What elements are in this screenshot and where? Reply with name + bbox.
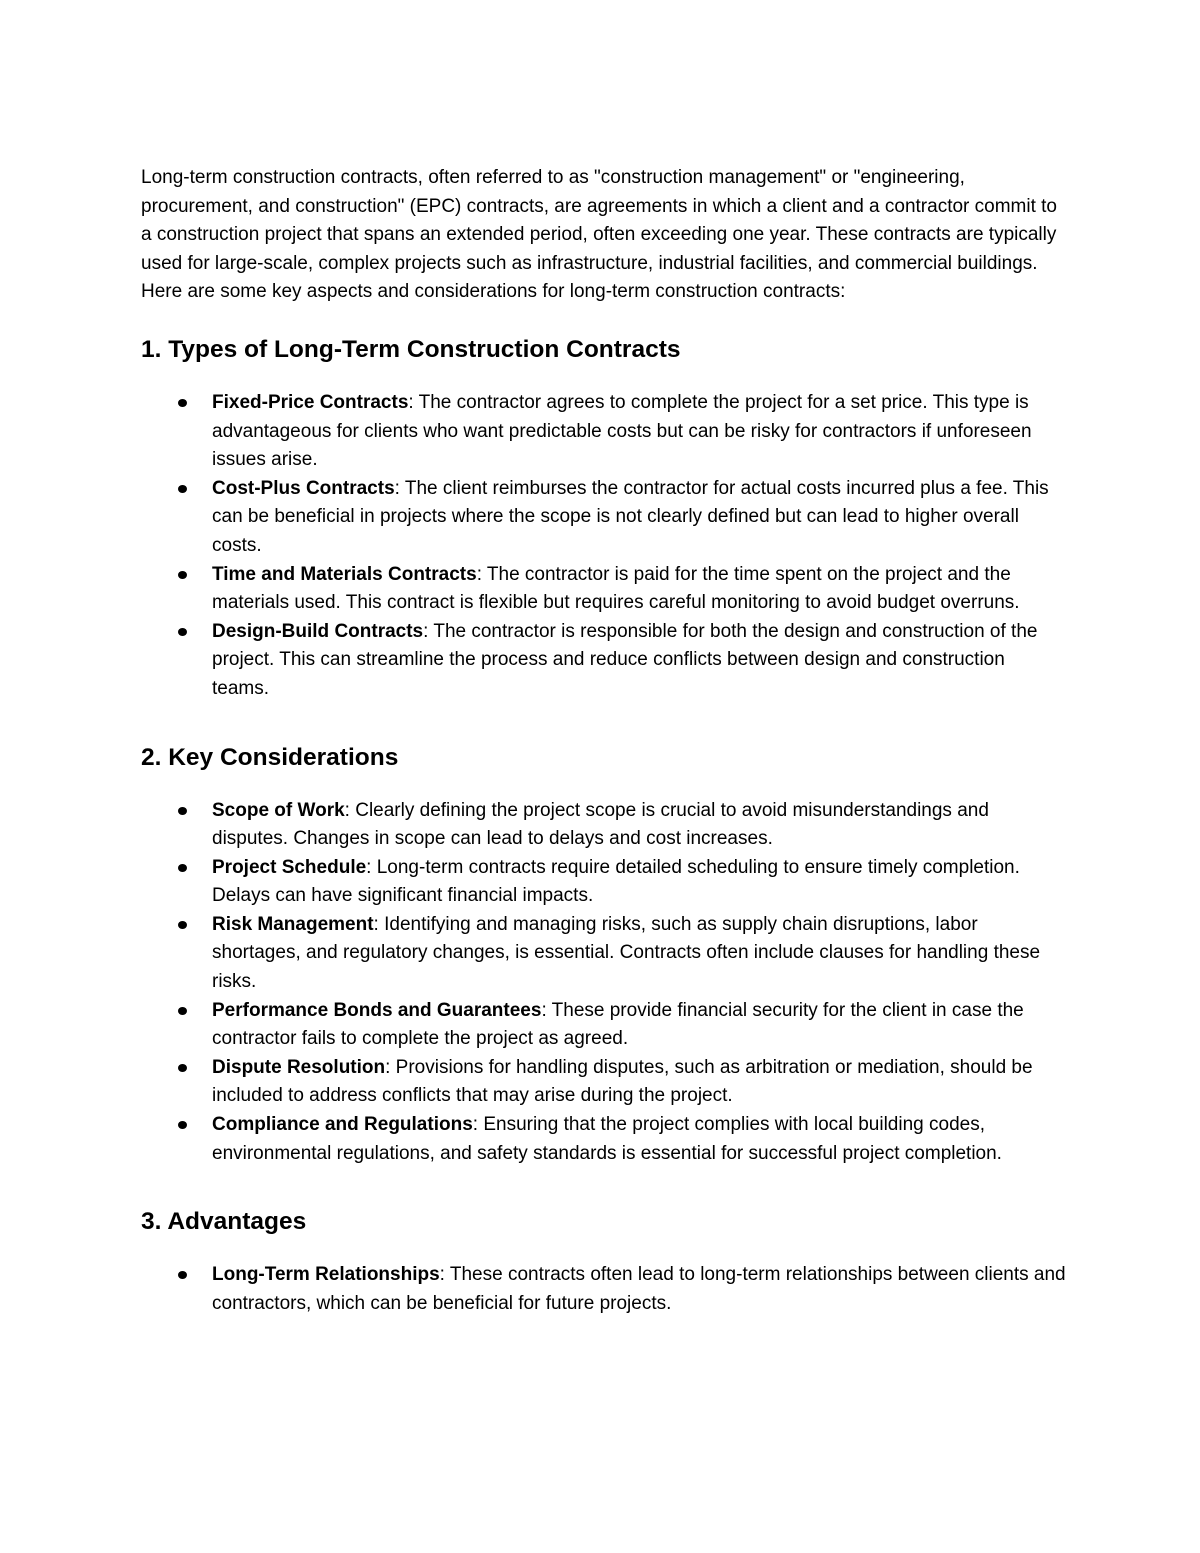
section-heading-key-considerations: 2. Key Considerations xyxy=(141,743,399,771)
list-item xyxy=(141,475,1066,561)
list-item xyxy=(141,997,1066,1054)
bullet-icon xyxy=(178,1121,187,1129)
bullet-icon xyxy=(178,807,187,815)
list-item-term: Dispute Resolution xyxy=(212,1056,386,1078)
list-item xyxy=(141,797,1066,854)
list-item-text: : The client reimburses the contractor for actual costs incurred plus a fee. This can be beneficial in projects where the scope is not clearly defined but can lead to higher overall costs. xyxy=(212,477,1049,556)
list-item-term: Performance Bonds and Guarantees xyxy=(212,999,542,1021)
list-item-text: : Identifying and managing risks, such as supply chain disruptions, labor shortages, and regulatory changes, is essential. Contracts often include clauses for handling these risks. xyxy=(212,913,1041,993)
list-item-text: : Provisions for handling disputes, such as arbitration or mediation, should be included to address conflicts that may arise during the project. xyxy=(212,1056,1033,1107)
list-item xyxy=(141,1111,1066,1168)
list-item-term: Compliance and Regulations xyxy=(212,1114,473,1136)
list-item xyxy=(141,854,1066,911)
list-item xyxy=(141,911,1066,997)
list-item-text: : Clearly defining the project scope is crucial to avoid misunderstandings and disputes. Changes in scope can lead to delays and cost increases. xyxy=(212,799,989,850)
list-item-term: Fixed-Price Contracts xyxy=(212,391,409,413)
intro-paragraph: Long-term construction contracts, often referred to as "construction management" or "engineering, procurement, and construction" (EPC) contracts, are agreements in which a client and a contractor commit to a construction project that spans an extended period, often exceeding one year. These contracts are typically used for large-scale, complex projects such as infrastructure, industrial facilities, and commercial buildings. Here are some key aspects and considerations for long-term construction contracts: xyxy=(141,167,1057,303)
list-item-term: Project Schedule xyxy=(212,856,367,878)
list-item-term: Time and Materials Contracts xyxy=(212,563,477,585)
list-item-term: Cost-Plus Contracts xyxy=(212,477,395,499)
list-item-text: : Long-term contracts require detailed scheduling to ensure timely completion. Delays can have significant financial impacts. xyxy=(212,856,1020,907)
bullet-icon xyxy=(178,1007,187,1015)
bullet-icon xyxy=(178,571,187,579)
list-item-term: Scope of Work xyxy=(212,799,345,821)
list-item-text: : These provide financial security for the client in case the contractor fails to complete the project as agreed. xyxy=(212,999,1024,1050)
list-item-term: Long-Term Relationships xyxy=(212,1264,440,1286)
list-item xyxy=(141,618,1066,704)
list-item-text: : Ensuring that the project complies with local building codes, environmental regulations, and safety standards is essential for successful project completion. xyxy=(212,1114,1002,1164)
list-item xyxy=(141,1261,1066,1318)
bullet-icon xyxy=(178,485,187,493)
bullet-icon xyxy=(178,399,187,407)
section-heading-types: 1. Types of Long-Term Construction Contracts xyxy=(141,335,681,363)
document-page xyxy=(141,164,1066,1318)
bullet-list-key-considerations xyxy=(141,797,1066,1169)
list-item-text: : The contractor is paid for the time spent on the project and the materials used. This contract is flexible but requires careful monitoring to avoid budget overruns. xyxy=(212,563,1020,614)
bullet-list-advantages xyxy=(141,1261,1066,1318)
bullet-icon xyxy=(178,864,187,872)
list-item-text: : The contractor is responsible for both the design and construction of the project. This can streamline the process and reduce conflicts between design and construction teams. xyxy=(212,620,1038,699)
list-item-term: Design-Build Contracts xyxy=(212,620,424,642)
bullet-icon xyxy=(178,1271,187,1279)
list-item xyxy=(141,1054,1066,1111)
list-item-text: : These contracts often lead to long-term relationships between clients and contractors, which can be beneficial for future projects. xyxy=(212,1264,1066,1314)
list-item xyxy=(141,561,1066,618)
bullet-list-types xyxy=(141,389,1066,704)
section-heading-advantages: 3. Advantages xyxy=(141,1208,307,1236)
list-item-term: Risk Management xyxy=(212,913,374,935)
list-item-text: : The contractor agrees to complete the project for a set price. This type is advantageous for clients who want predictable costs but can be risky for contractors if unforeseen issues arise. xyxy=(212,391,1032,471)
bullet-icon xyxy=(178,628,187,636)
list-item xyxy=(141,389,1066,475)
bullet-icon xyxy=(178,1064,187,1072)
bullet-icon xyxy=(178,921,187,929)
